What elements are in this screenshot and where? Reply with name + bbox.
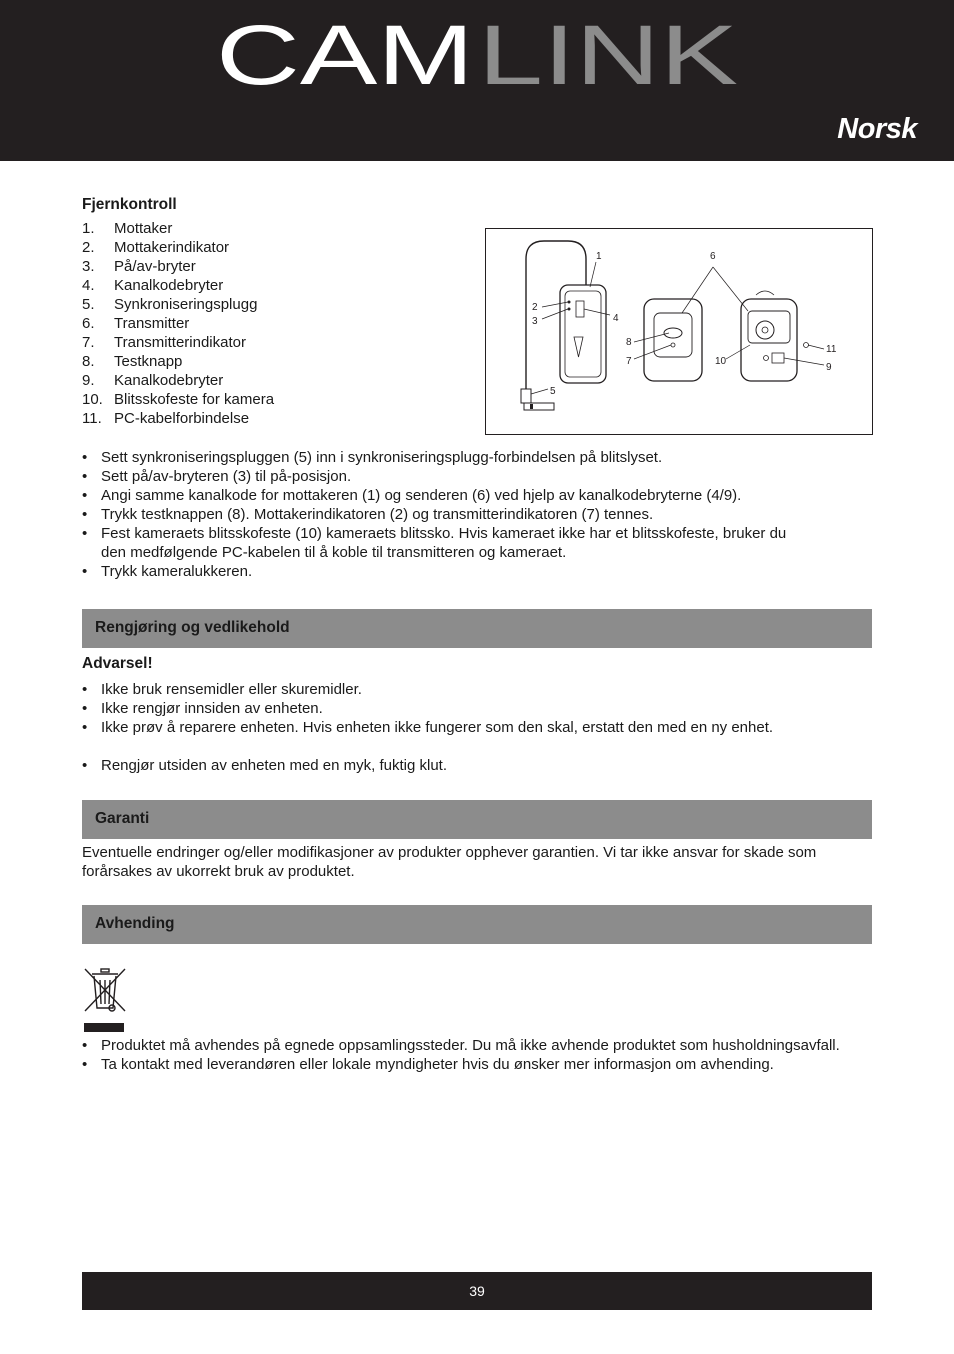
list-item: 7. Transmitterindikator <box>82 334 246 351</box>
callout-6: 6 <box>710 251 716 262</box>
callout-10: 10 <box>715 356 727 367</box>
list-item: 3. På/av-bryter <box>82 258 196 275</box>
list-item: • Trykk kameralukkeren. <box>82 562 872 581</box>
device-diagram <box>485 228 873 435</box>
list-item: 2. Mottakerindikator <box>82 239 230 256</box>
warning-title: Advarsel! <box>82 655 153 672</box>
list-item: • Angi samme kanalkode for mottakeren (1) og senderen (6) ved hjelp av kanalkodebryterne (4/9). <box>82 486 872 505</box>
warranty-text: Eventuelle endringer og/eller modifikasjoner av produkter opphever garantien. Vi tar ikke ansvar for skade som forårsakes av ukorrekt bruk av produktet. <box>82 844 817 880</box>
list-item: 1. Mottaker <box>82 220 173 237</box>
callout-7: 7 <box>626 356 632 367</box>
list-item: • Ta kontakt med leverandøren eller lokale myndigheter hvis du ønsker mer informasjon om avhending. <box>82 1055 872 1074</box>
list-item: 6. Transmitter <box>82 315 190 332</box>
cleaning-content <box>82 654 872 775</box>
section-title: Garanti <box>95 810 150 827</box>
callout-5: 5 <box>550 386 556 397</box>
callout-1: 1 <box>596 251 602 262</box>
camlink-logo <box>216 22 738 88</box>
disposal-content <box>82 1036 872 1074</box>
list-item: 8. Testknapp <box>82 353 183 370</box>
weee-crossed-bin-icon <box>82 966 128 1034</box>
setup-steps <box>82 448 872 581</box>
callout-8: 8 <box>626 337 632 348</box>
device-illustration <box>486 229 872 434</box>
list-item: • Rengjør utsiden av enheten med en myk, fuktig klut. <box>82 756 872 775</box>
warning-list <box>82 680 872 737</box>
callout-9: 9 <box>826 362 832 373</box>
callout-4: 4 <box>613 313 619 324</box>
disposal-list <box>82 1036 872 1074</box>
page-number: 39 <box>469 1283 485 1299</box>
section-warranty <box>82 800 872 839</box>
callout-11: 11 <box>826 344 837 355</box>
list-item: 4. Kanalkodebryter <box>82 277 224 294</box>
brand-link: LINK <box>478 22 738 88</box>
language-label: Norsk <box>837 113 917 145</box>
list-item: 5. Synkroniseringsplugg <box>82 296 258 313</box>
list-item: • Fest kameraets blitsskofeste (10) kameraets blitssko. Hvis kameraet ikke har et blitsskofeste, bruker du den medfølgende PC-kabelen til å koble til transmitteren og kameraet. <box>82 524 872 562</box>
list-item: 11. PC-kabelforbindelse <box>82 410 250 427</box>
section-disposal <box>82 905 872 944</box>
list-item: 10. Blitsskofeste for kamera <box>82 391 275 408</box>
list-item: 9. Kanalkodebryter <box>82 372 224 389</box>
list-item: • Sett synkroniseringspluggen (5) inn i synkroniseringsplugg-forbindelsen på blitslyset. <box>82 448 872 467</box>
list-item: • Sett på/av-bryteren (3) til på-posisjon. <box>82 467 872 486</box>
remote-title: Fjernkontroll <box>82 196 177 213</box>
callout-2: 2 <box>532 302 538 313</box>
brand-cam: CAM <box>216 22 474 88</box>
callout-3: 3 <box>532 316 538 327</box>
list-item: • Trykk testknappen (8). Mottakerindikatoren (2) og transmitterindikatoren (7) tennes. <box>82 505 872 524</box>
list-item: • Ikke rengjør innsiden av enheten. <box>82 699 872 718</box>
page-header <box>0 0 954 161</box>
list-item: • Ikke prøv å reparere enheten. Hvis enheten ikke fungerer som den skal, erstatt den med en ny enhet. <box>82 718 872 737</box>
list-item: • Produktet må avhendes på egnede oppsamlingssteder. Du må ikke avhende produktet som husholdningsavfall. <box>82 1036 872 1055</box>
section-title: Rengjøring og vedlikehold <box>95 619 290 636</box>
tips-list <box>82 756 872 775</box>
section-cleaning <box>82 609 872 648</box>
list-item: • Ikke bruk rensemidler eller skuremidler. <box>82 680 872 699</box>
section-title: Avhending <box>95 915 175 932</box>
page-footer <box>82 1272 872 1310</box>
